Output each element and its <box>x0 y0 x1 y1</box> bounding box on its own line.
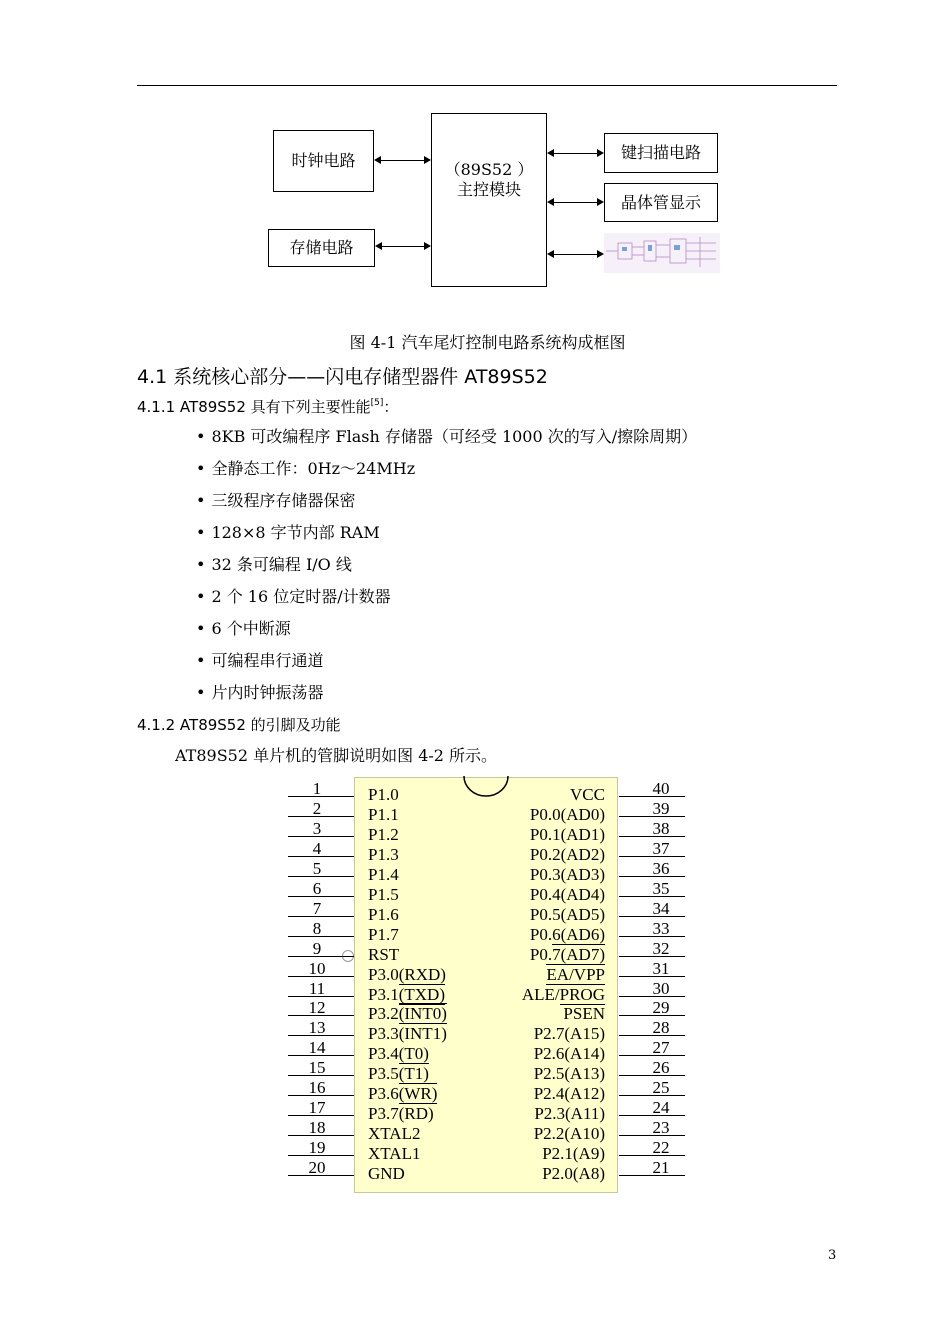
pin-label-right: P0.0(AD0) <box>529 804 605 824</box>
pin-label-right: PSEN <box>563 1004 605 1024</box>
key-scan-label: 键扫描电路 <box>620 143 701 162</box>
clock-circuit-label: 时钟电路 <box>291 151 356 170</box>
pin-number-left: 12 <box>308 998 326 1018</box>
pin-label-right: P2.5(A13) <box>533 1064 605 1084</box>
pin-label-left: XTAL2 <box>368 1124 421 1144</box>
pin-number-left: 15 <box>308 1058 326 1078</box>
pin-number-right: 23 <box>652 1118 670 1138</box>
arrow-mcu-display <box>550 202 601 203</box>
pin-number-left: 8 <box>312 918 322 938</box>
pin-label-left: GND <box>368 1164 405 1184</box>
list-item: • 128×8 字节内部 RAM <box>196 517 697 549</box>
pin-label-left: P3.6(WR) <box>368 1084 438 1104</box>
pin-label-right: P0.1(AD1) <box>529 824 605 844</box>
pin-number-left: 18 <box>308 1118 326 1138</box>
pin-number-right: 28 <box>652 1018 670 1038</box>
pin-label-right: P0.6(AD6) <box>529 924 605 944</box>
subsection-title-pins: 4.1.2 AT89S52 的引脚及功能 <box>137 716 341 734</box>
pin-label-left: P1.5 <box>368 884 399 904</box>
chip-notch <box>462 776 510 798</box>
pin-label-right: EA/VPP <box>546 964 605 984</box>
pin-label-right: P2.2(A10) <box>533 1124 605 1144</box>
crystal-display-box <box>604 183 718 222</box>
pin-number-left: 4 <box>312 838 322 858</box>
pin-number-right: 31 <box>652 958 670 978</box>
pin-number-right: 29 <box>652 998 670 1018</box>
pin-label-right: VCC <box>570 785 605 804</box>
pin-label-left: P3.2(INT0) <box>368 1004 447 1024</box>
pin-label-left: P3.0(RXD) <box>368 964 446 984</box>
pin-label-left: P3.3(INT1) <box>368 1024 447 1044</box>
pin-number-right: 34 <box>652 898 670 918</box>
pin-number-right: 25 <box>652 1078 670 1098</box>
feature-list <box>196 421 697 709</box>
subsection-title-text: 4.1.1 AT89S52 具有下列主要性能 <box>137 398 371 416</box>
pin-label-right: P0.5(AD5) <box>529 904 605 924</box>
pin-label-right: P2.7(A15) <box>533 1024 605 1044</box>
pin-number-right: 24 <box>652 1098 670 1118</box>
pin-label-left: P3.7(RD) <box>368 1104 434 1124</box>
list-item: • 片内时钟振荡器 <box>196 677 697 709</box>
pin-label-right: P2.4(A12) <box>533 1084 605 1104</box>
subsection-title-colon: ： <box>383 398 399 416</box>
pin-number-right: 33 <box>652 918 670 938</box>
pinout-intro: AT89S52 单片机的管脚说明如图 4-2 所示。 <box>175 746 498 765</box>
list-item: • 8KB 可改编程序 Flash 存储器（可经受 1000 次的写入/擦除周期） <box>196 421 697 453</box>
pin-label-right: P2.0(A8) <box>542 1164 605 1184</box>
storage-circuit-label: 存储电路 <box>289 238 354 257</box>
list-item: • 6 个中断源 <box>196 613 697 645</box>
arrow-storage-mcu <box>378 246 428 247</box>
pin-label-left: XTAL1 <box>368 1144 421 1164</box>
pin-number-right: 21 <box>652 1158 670 1178</box>
pin-number-left: 20 <box>308 1158 326 1178</box>
pin-label-right: P0.2(AD2) <box>529 844 605 864</box>
pin-label-right: P0.3(AD3) <box>529 864 605 884</box>
pin-number-right: 26 <box>652 1058 670 1078</box>
pin-number-left: 5 <box>312 858 322 878</box>
pin-label-right: P2.3(A11) <box>534 1104 605 1124</box>
key-scan-box <box>604 133 718 173</box>
pin-label-right: P2.6(A14) <box>533 1044 605 1064</box>
pin-number-left: 3 <box>312 818 322 838</box>
list-item: • 三级程序存储器保密 <box>196 485 697 517</box>
pin-label-left: RST <box>368 944 400 964</box>
pin-number-left: 14 <box>308 1038 326 1058</box>
mcu-label-line1: （89S52 ） <box>444 160 534 179</box>
subsection-title-performance <box>137 396 398 417</box>
crystal-display-label: 晶体管显示 <box>620 192 701 212</box>
list-item: • 32 条可编程 I/O 线 <box>196 549 697 581</box>
pin-number-left: 1 <box>312 779 322 798</box>
pin-number-right: 35 <box>652 878 670 898</box>
storage-circuit-box <box>268 229 375 267</box>
pin-number-left: 10 <box>308 958 326 978</box>
pin-number-left: 13 <box>308 1018 326 1038</box>
list-item: • 可编程串行通道 <box>196 645 697 677</box>
pin-label-right: P2.1(A9) <box>542 1144 605 1164</box>
schematic-thumbnail <box>604 233 720 273</box>
pin-number-left: 7 <box>312 898 322 918</box>
pin-number-right: 32 <box>652 938 670 958</box>
mcu-box <box>431 113 547 287</box>
mcu-label-line2: 主控模块 <box>456 180 521 199</box>
pin-number-right: 27 <box>652 1038 670 1058</box>
figure-caption: 图 4-1 汽车尾灯控制电路系统构成框图 <box>349 333 626 352</box>
pin-label-right: ALE/PROG <box>521 984 605 1004</box>
pin-number-left: 6 <box>312 878 322 898</box>
pin-label-right: P0.7(AD7) <box>529 944 605 964</box>
pin-number-right: 36 <box>652 858 670 878</box>
pin-number-right: 39 <box>652 798 670 818</box>
pin-number-right: 40 <box>652 779 670 798</box>
pin-number-left: 16 <box>308 1078 326 1098</box>
header-rule <box>137 85 837 86</box>
pin-number-left: 2 <box>312 798 322 818</box>
page-number: 3 <box>828 1248 837 1263</box>
pin-label-left: P3.5(T1) <box>368 1064 429 1084</box>
pin-label-left: P1.4 <box>368 864 399 884</box>
pin-number-left: 19 <box>308 1138 326 1158</box>
pin-number-right: 38 <box>652 818 670 838</box>
arrow-mcu-keyscan <box>550 153 601 154</box>
list-item: • 2 个 16 位定时器/计数器 <box>196 581 697 613</box>
pin-label-left: P3.1(TXD) <box>368 984 445 1004</box>
arrow-mcu-schematic <box>550 254 601 255</box>
pin-number-right: 22 <box>652 1138 670 1158</box>
pin-label-left: P1.3 <box>368 844 399 864</box>
pin-label-left: P1.2 <box>368 824 399 844</box>
pin-number-left: 11 <box>308 978 326 998</box>
pin-number-right: 30 <box>652 978 670 998</box>
arrow-clock-mcu <box>377 160 428 161</box>
pin-number-left: 17 <box>308 1098 326 1118</box>
clock-circuit-box <box>273 130 374 192</box>
list-item: • 全静态工作：0Hz～24MHz <box>196 453 697 485</box>
pin-label-left: P1.7 <box>368 924 399 944</box>
pin-label-left: P1.6 <box>368 904 399 924</box>
reference-marker: [5] <box>370 398 384 408</box>
section-title: 4.1 系统核心部分——闪电存储型器件 AT89S52 <box>137 366 548 388</box>
pin-label-left: P1.0 <box>368 785 399 804</box>
pin-number-left: 9 <box>312 938 322 958</box>
pin-number-right: 37 <box>652 838 670 858</box>
pin-label-left: P1.1 <box>368 804 399 824</box>
pin-label-right: P0.4(AD4) <box>529 884 605 904</box>
pin-label-left: P3.4(T0) <box>368 1044 429 1064</box>
